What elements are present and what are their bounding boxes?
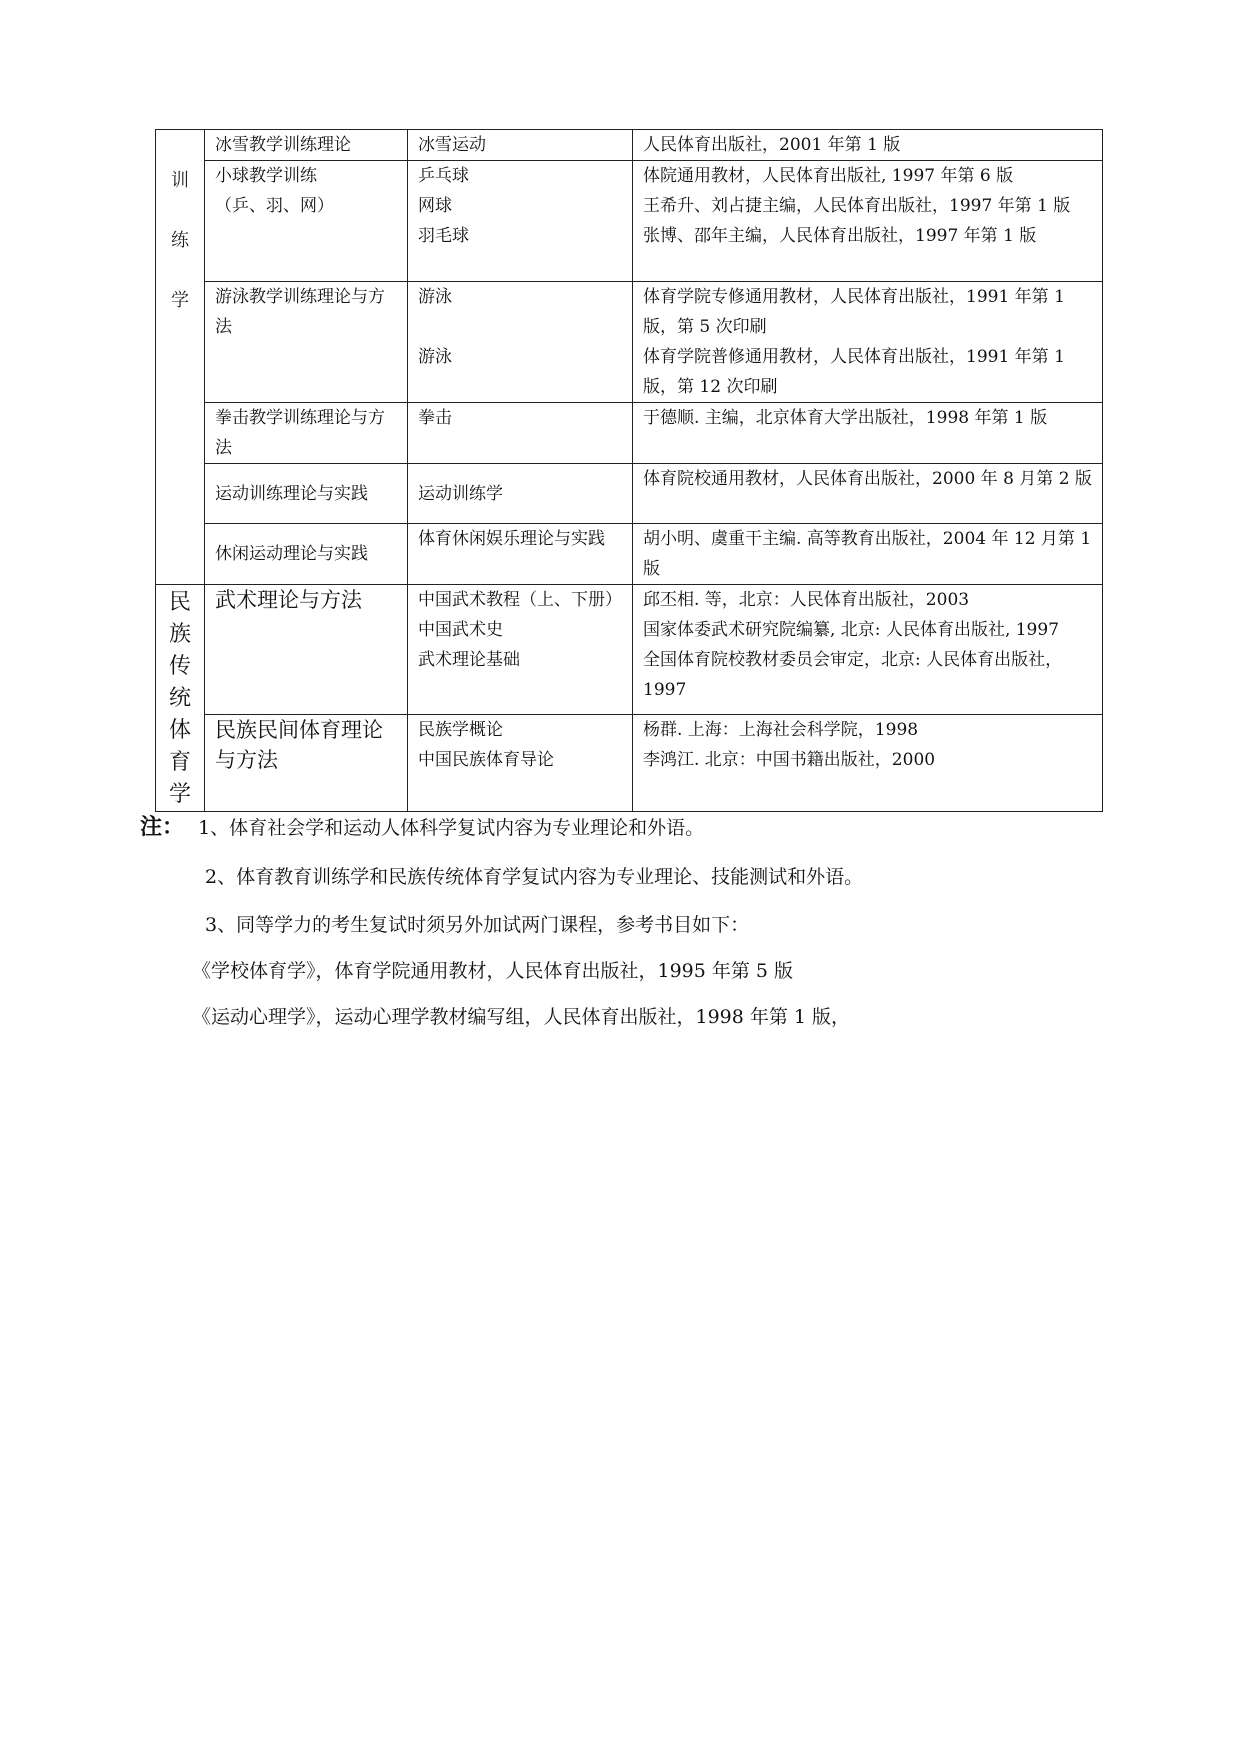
subject-name: 中国武术史 [418, 620, 503, 640]
subject-cell [408, 715, 633, 812]
category-char: 学 [168, 782, 191, 807]
table-row [156, 403, 1103, 464]
course-name: 运动训练理论与实践 [215, 483, 368, 504]
course-cell [205, 130, 408, 161]
reference-cell [633, 403, 1103, 464]
table-row [156, 585, 1103, 715]
course-cell [205, 585, 408, 715]
subject-name: 民族学概论 [418, 720, 503, 741]
reference-text: 胡小明、虞重干主编. 高等教育出版社，2004 年 12 月第 1 版 [643, 529, 1092, 579]
category-cell-minzu [156, 585, 205, 812]
reference-text: 张博、邵年主编，人民体育出版社，1997 年第 1 版 [643, 226, 1037, 246]
course-name: 武术理论与方法 [215, 588, 362, 612]
reference-text: 王希升、刘占捷主编，人民体育出版社，1997 年第 1 版 [643, 196, 1071, 216]
note-text: 2、体育教育训练学和民族传统体育学复试内容为专业理论、技能测试和外语。 [205, 866, 864, 888]
reference-cell [633, 715, 1103, 812]
subject-cell [408, 282, 633, 403]
book-text: 《运动心理学》，运动心理学教材编写组，人民体育出版社，1998 年第 1 版， [192, 1006, 851, 1028]
course-cell [205, 715, 408, 812]
reference-text: 人民体育出版社，2001 年第 1 版 [643, 135, 901, 155]
course-name: 冰雪教学训练理论 [215, 135, 351, 155]
extra-book-1 [192, 956, 793, 983]
course-name-sub: （乒、羽、网） [215, 196, 334, 216]
subject-name: 冰雪运动 [418, 135, 486, 155]
category-char: 体 [168, 718, 191, 743]
subject-name: 运动训练学 [418, 483, 503, 504]
reference-text: 于德顺. 主编，北京体育大学出版社，1998 年第 1 版 [643, 408, 1048, 428]
subject-cell [408, 585, 633, 715]
category-char: 民 [168, 590, 191, 615]
course-cell [205, 282, 408, 403]
subject-cell [408, 524, 633, 585]
reference-text: 全国体育院校教材委员会审定，北京: 人民体育出版社，1997 [643, 650, 1063, 700]
table-row [156, 130, 1103, 161]
course-name: 游泳教学训练理论与方法 [215, 287, 385, 337]
table-row [156, 715, 1103, 812]
subject-cell [408, 464, 633, 524]
reference-books-table [155, 129, 1103, 812]
category-char: 统 [168, 686, 191, 711]
reference-cell [633, 161, 1103, 282]
reference-text: 体院通用教材，人民体育出版社, 1997 年第 6 版 [643, 166, 1014, 186]
reference-cell [633, 464, 1103, 524]
course-name: 休闲运动理论与实践 [215, 544, 368, 564]
category-cell-training [156, 130, 205, 585]
subject-name: 游泳 [418, 347, 452, 367]
subject-cell [408, 130, 633, 161]
subject-name: 中国民族体育导论 [418, 750, 554, 771]
reference-text: 李鸿江. 北京：中国书籍出版社，2000 [643, 750, 936, 771]
course-name: 拳击教学训练理论与方法 [215, 408, 385, 458]
reference-cell [633, 524, 1103, 585]
subject-name: 乒乓球 [418, 166, 469, 186]
category-char: 传 [168, 654, 191, 679]
reference-cell [633, 130, 1103, 161]
extra-book-2 [192, 1002, 850, 1029]
reference-text: 邱丕相. 等，北京：人民体育出版社，2003 [643, 590, 970, 610]
reference-text: 体育学院专修通用教材，人民体育出版社，1991 年第 1 版，第 5 次印刷 [643, 287, 1065, 337]
subject-name: 游泳 [418, 287, 452, 307]
note-text: 3、同等学力的考生复试时须另外加试两门课程，参考书目如下： [205, 914, 750, 936]
course-cell [205, 524, 408, 585]
course-cell [205, 464, 408, 524]
table-row [156, 524, 1103, 585]
subject-name: 羽毛球 [418, 226, 469, 246]
category-char: 练 [171, 230, 189, 251]
reference-cell [633, 585, 1103, 715]
subject-name: 体育休闲娱乐理论与实践 [418, 529, 605, 549]
category-char: 育 [168, 750, 191, 775]
subject-cell [408, 403, 633, 464]
reference-text: 国家体委武术研究院编纂, 北京: 人民体育出版社, 1997 [643, 620, 1060, 640]
course-cell [205, 161, 408, 282]
course-name: 小球教学训练 [215, 166, 317, 186]
reference-text: 体育院校通用教材，人民体育出版社，2000 年 8 月第 2 版 [643, 469, 1092, 489]
subject-name: 拳击 [418, 408, 452, 428]
reference-text: 杨群. 上海：上海社会科学院，1998 [643, 720, 919, 741]
subject-name: 武术理论基础 [418, 650, 520, 670]
course-name: 民族民间体育理论与方法 [215, 718, 383, 773]
category-char: 学 [171, 290, 189, 311]
reference-text: 体育学院普修通用教材，人民体育出版社，1991 年第 1 版，第 12 次印刷 [643, 347, 1065, 397]
course-cell [205, 403, 408, 464]
subject-name: 网球 [418, 196, 452, 216]
table-row [156, 161, 1103, 282]
note-3 [205, 910, 749, 937]
category-char: 训 [171, 170, 189, 191]
subject-name: 中国武术教程（上、下册） [418, 590, 622, 610]
table-row [156, 464, 1103, 524]
subject-cell [408, 161, 633, 282]
note-2 [205, 862, 863, 889]
reference-cell [633, 282, 1103, 403]
category-char: 族 [168, 622, 191, 647]
book-text: 《学校体育学》，体育学院通用教材，人民体育出版社，1995 年第 5 版 [192, 960, 794, 982]
notes-label: 注： [140, 815, 185, 840]
note-1 [140, 810, 704, 841]
table-row [156, 282, 1103, 403]
note-text: 1、体育社会学和运动人体科学复试内容为专业理论和外语。 [198, 817, 705, 839]
